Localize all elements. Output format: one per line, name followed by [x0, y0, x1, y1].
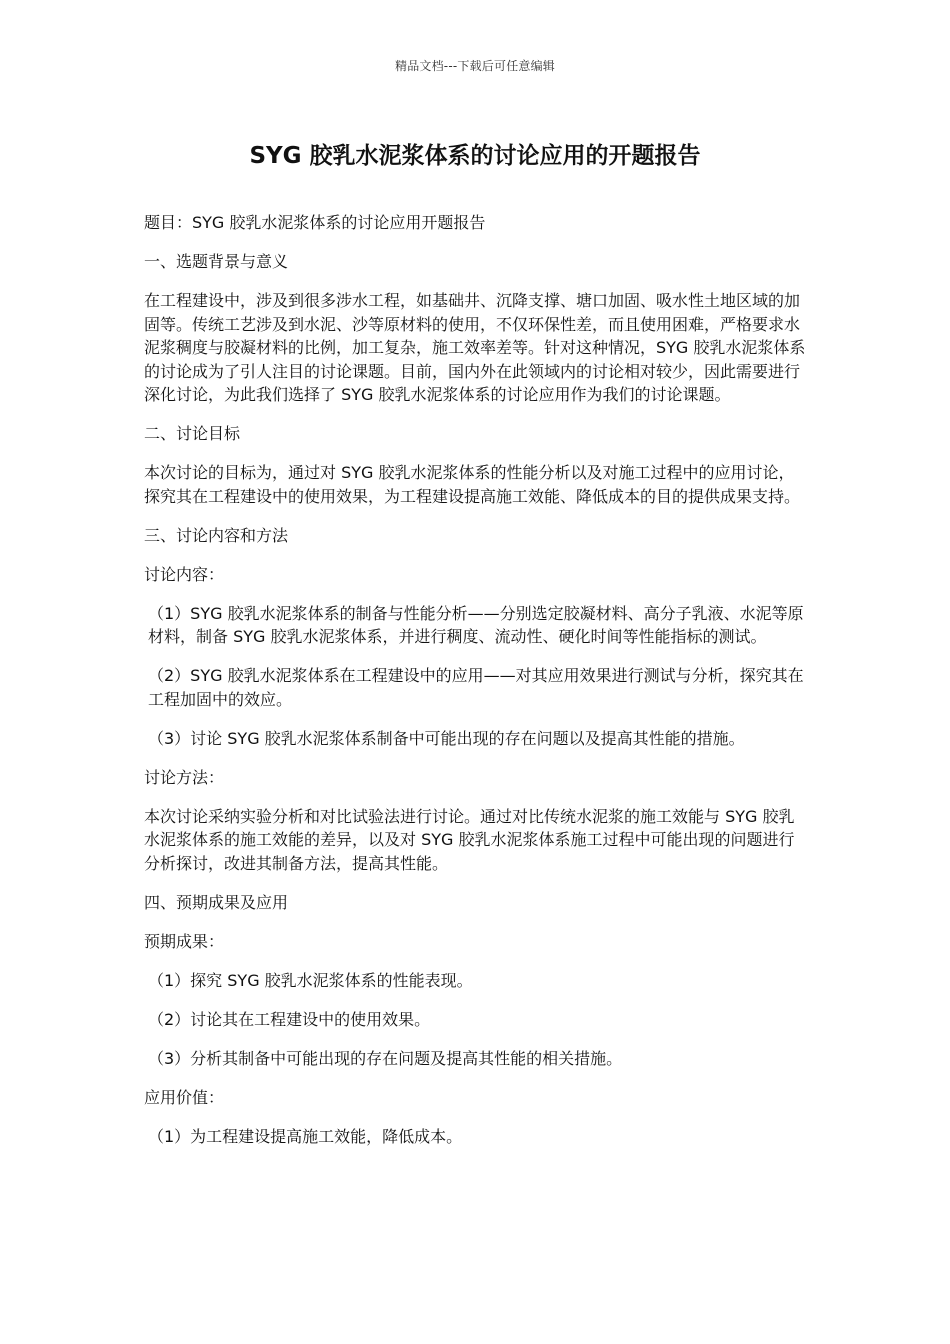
document-body: [144, 211, 809, 1164]
results-item: （1）探究 SYG 胶乳水泥浆体系的性能表现。: [148, 970, 473, 990]
method-label: 讨论方法：: [144, 767, 225, 787]
document-title: SYG 胶乳水泥浆体系的讨论应用的开题报告: [249, 143, 701, 169]
results-item: （2）讨论其在工程建设中的使用效果。: [148, 1009, 431, 1029]
results-label: 预期成果：: [144, 931, 225, 951]
section-body-objectives: 本次讨论的目标为，通过对 SYG 胶乳水泥浆体系的性能分析以及对施工过程中的应用讨论，探究其在工程建设中的使用效果，为工程建设提高施工效能、降低成本的目的提供成果支持。: [144, 463, 801, 506]
value-label: 应用价值：: [144, 1087, 225, 1107]
value-item: （1）为工程建设提高施工效能，降低成本。: [148, 1126, 463, 1146]
content-label: 讨论内容：: [144, 564, 225, 584]
section-heading-background: 一、选题背景与意义: [144, 252, 289, 271]
content-item: （3）讨论 SYG 胶乳水泥浆体系制备中可能出现的存在问题以及提高其性能的措施。: [148, 728, 745, 748]
content-item: （2）SYG 胶乳水泥浆体系在工程建设中的应用——对其应用效果进行测试与分析，探究其在工程加固中的效应。: [148, 666, 804, 709]
section-heading-objectives: 二、讨论目标: [144, 424, 241, 443]
results-item: （3）分析其制备中可能出现的存在问题及提高其性能的相关措施。: [148, 1048, 623, 1068]
section-heading-expected-results: 四、预期成果及应用: [144, 892, 289, 912]
header-note: 精品文档---下载后可任意编辑: [395, 59, 555, 73]
content-item: （1）SYG 胶乳水泥浆体系的制备与性能分析——分别选定胶凝材料、高分子乳液、水泥等原材料，制备 SYG 胶乳水泥浆体系，并进行稠度、流动性、硬化时间等性能指标的测试。: [148, 603, 804, 646]
section-body-background: 在工程建设中，涉及到很多涉水工程，如基础井、沉降支撑、塘口加固、吸水性土地区域的加固等。传统工艺涉及到水泥、沙等原材料的使用，不仅环保性差，而且使用困难，严格要求水泥浆稠度与胶凝材料的比例，加工复杂，施工效率差等。针对这种情况，SYG 胶乳水泥浆体系的讨论成为了引人注目的讨论课题。目前，国内外在此领域内的讨论相对较少，因此需要进行深化讨论，为此我们选择了 SYG 胶乳水泥浆体系的讨论应用作为我们的讨论课题。: [144, 291, 806, 404]
method-body: 本次讨论采纳实验分析和对比试验法进行讨论。通过对比传统水泥浆的施工效能与 SYG 胶乳水泥浆体系的施工效能的差异，以及对 SYG 胶乳水泥浆体系施工过程中可能出现的问题进行分析探讨，改进其制备方法，提高其性能。: [144, 806, 795, 873]
section-heading-content-methods: 三、讨论内容和方法: [144, 525, 289, 545]
topic-line: 题目：SYG 胶乳水泥浆体系的讨论应用开题报告: [144, 213, 486, 232]
